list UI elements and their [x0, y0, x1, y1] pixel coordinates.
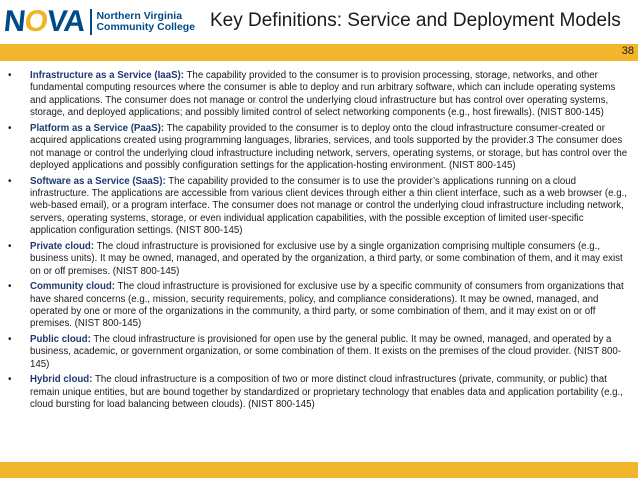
logo-line-2: Community College [96, 21, 196, 33]
logo-divider [90, 9, 92, 35]
definition-item-public-cloud [8, 334, 630, 371]
logo-line-1: Northern Virginia [96, 10, 183, 22]
definition-term: Infrastructure as a Service (IaaS): [30, 70, 184, 81]
bullet-icon: • [8, 175, 12, 187]
definition-item-hybrid-cloud [8, 374, 630, 411]
definition-term: Public cloud: [30, 334, 91, 346]
logo-wordmark [2, 7, 86, 37]
bullet-icon: • [8, 70, 12, 81]
definitions-list [8, 70, 630, 412]
header-accent-bar [0, 44, 638, 61]
definition-item-community-cloud [8, 281, 630, 331]
slide-header [0, 0, 638, 44]
definition-text: The capability provided to the consumer is to provision processing, storage, networks, and other fundamental computing resources where the consumer is able to deploy and run arbitrary software, which can include operating systems and applications. The consumer does not manage or control the underlying cloud infrastructure but has control over operating systems, storage, and deployed applications; and possibly limited control of select networking components (e.g., host firewalls). (NIST 800-145) [30, 70, 616, 119]
definition-text: The capability provided to the consumer is to use the provider’s applications running on a cloud infrastructure. The applications are accessible from various client devices through either a thin client interface, such as a web browser (e.g., web-based email), or a program interface. The consumer does not manage or control the underlying cloud infrastructure including network, servers, operating systems, storage, or even individual application capabilities, with the possible exception of limited user-specific application configuration settings. (NIST 800-145) [30, 175, 627, 237]
definition-item-saas [8, 176, 630, 238]
definition-term: Hybrid cloud: [30, 374, 93, 386]
bullet-icon: • [8, 374, 12, 386]
definition-text: The cloud infrastructure is provisioned for open use by the general public. It may be owned, managed, and operated by a business, academic, or government organization, or some combination of them. It exists on the premises of the cloud provider. (NIST 800-145) [30, 334, 622, 370]
definition-term: Platform as a Service (PaaS): [30, 122, 165, 134]
slide-content [8, 70, 630, 415]
slide-title: Key Definitions: Service and Deployment Models [210, 10, 621, 31]
definition-text: The capability provided to the consumer is to deploy onto the cloud infrastructure consumer-created or acquired applications created using programming languages, libraries, services, and tools supported by the provider.3 The consumer does not manage or control the underlying cloud infrastructure including network, servers, operating systems, or storage, but has control over the deployed applications and possibly configuration settings for the application-hosting environment. (NIST 800-145) [30, 122, 628, 172]
bullet-icon: • [8, 281, 12, 293]
bullet-icon: • [8, 122, 12, 134]
definition-text: The cloud infrastructure is provisioned for exclusive use by a specific community of consumers from organizations that have shared concerns (e.g., mission, security requirements, policy, and compliance considerations). It may be owned, managed, and operated by one or more of the organizations in the community, a third party, or some combination of them, and it may exist on or off premises. (NIST 800-145) [30, 281, 624, 330]
definition-text: The cloud infrastructure is a composition of two or more distinct cloud infrastructures (private, community, or public) that remain unique entities, but are bound together by standardized or proprietary technology that enables data and application portability (e.g., cloud bursting for load balancing between clouds). (NIST 800-145) [30, 374, 623, 411]
nova-logo [4, 6, 195, 38]
definition-term: Community cloud: [30, 281, 116, 293]
definition-term: Private cloud: [30, 240, 95, 252]
definition-term: Software as a Service (SaaS): [30, 175, 166, 187]
logo-wordmark-o: O [22, 5, 49, 38]
definition-item-private-cloud [8, 241, 630, 278]
bullet-icon: • [8, 334, 12, 346]
page-number: 38 [621, 45, 634, 57]
definition-item-iaas [8, 70, 630, 120]
definition-item-paas [8, 123, 630, 173]
bullet-icon: • [8, 240, 12, 252]
footer-accent-bar [0, 462, 638, 478]
definition-text: The cloud infrastructure is provisioned for exclusive use by a single organization comprising multiple consumers (e.g., business units). It may be owned, managed, and operated by the organization, a third party, or some combination of them, and it may exist on or off premises. (NIST 800-145) [30, 240, 623, 277]
logo-college-name [96, 11, 195, 33]
logo-wordmark-text: NOVA [2, 5, 87, 38]
